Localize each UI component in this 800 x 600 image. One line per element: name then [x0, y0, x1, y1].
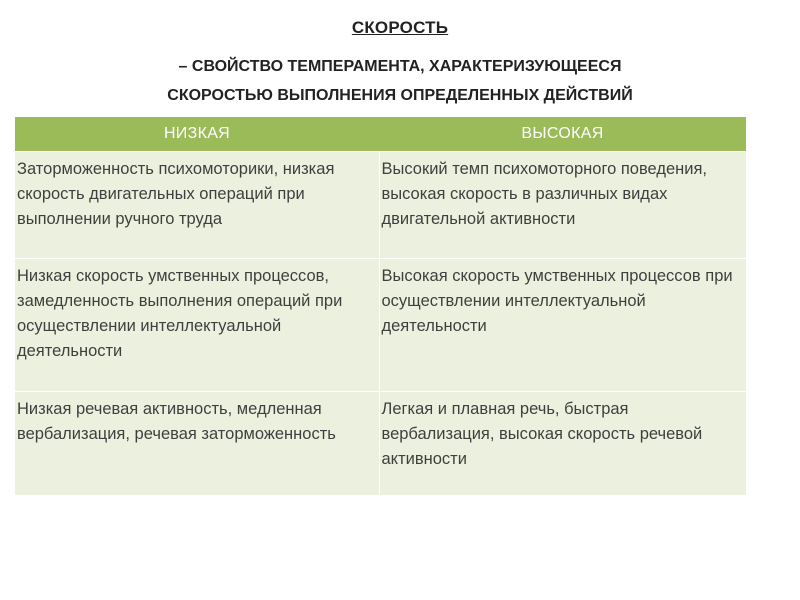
table-header-row: [15, 117, 746, 152]
cell-high: Легкая и плавная речь, быстрая вербализация, высокая скорость речевой активности: [379, 392, 746, 495]
subtitle-line-2: СКОРОСТЬЮ ВЫПОЛНЕНИЯ ОПРЕДЕЛЕННЫХ ДЕЙСТВИЙ: [167, 87, 633, 104]
cell-high: Высокая скорость умственных процессов при осуществлении интеллектуальной деятельности: [379, 259, 746, 392]
slide-title: СКОРОСТЬ: [351, 18, 449, 37]
comparison-table-container: [15, 117, 746, 495]
cell-low: Низкая скорость умственных процессов, замедленность выполнения операций при осуществлении интеллектуальной деятельности: [15, 259, 379, 392]
table-row: [15, 259, 746, 392]
comparison-table: [15, 117, 746, 495]
cell-high: Высокий темп психомоторного поведения, высокая скорость в различных видах двигательной активности: [379, 152, 746, 259]
header-high: ВЫСОКАЯ: [379, 117, 746, 152]
cell-low: Заторможенность психомоторики, низкая скорость двигательных операций при выполнении ручного труда: [15, 152, 379, 259]
slide-subtitle: [0, 52, 800, 110]
subtitle-line-1: – СВОЙСТВО ТЕМПЕРАМЕНТА, ХАРАКТЕРИЗУЮЩЕЕСЯ: [178, 58, 622, 75]
header-low: НИЗКАЯ: [15, 117, 379, 152]
cell-low: Низкая речевая активность, медленная вербализация, речевая заторможенность: [15, 392, 379, 495]
table-row: [15, 392, 746, 495]
table-row: [15, 152, 746, 259]
